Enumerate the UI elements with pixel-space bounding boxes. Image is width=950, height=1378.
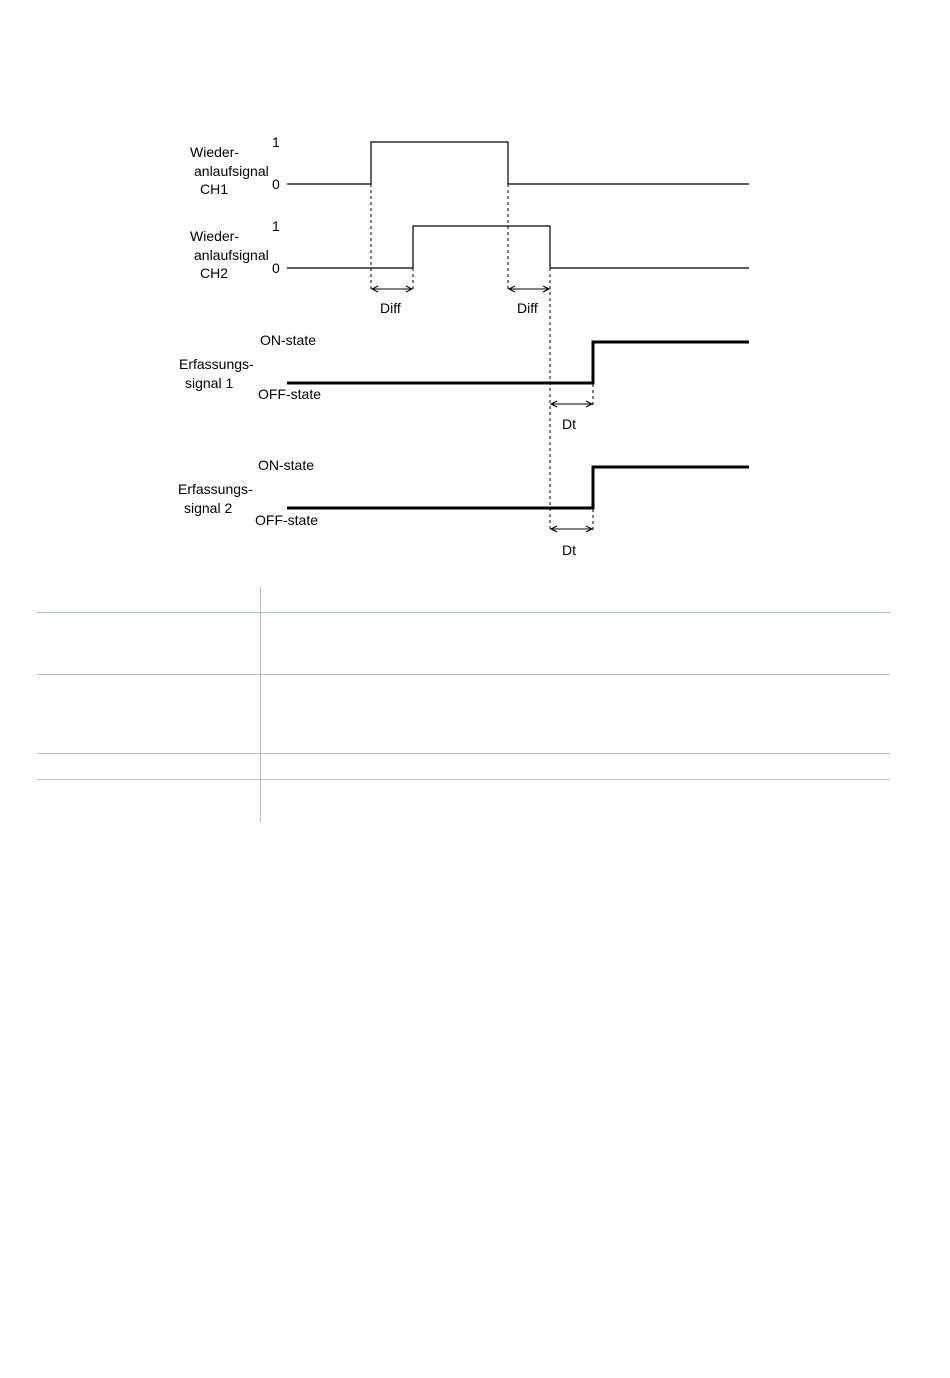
signal-ch1-waveform (287, 142, 749, 184)
dt-label-1: Dt (562, 416, 576, 432)
signal-ch1 (190, 134, 749, 197)
signal-ch1-high-label: 1 (272, 134, 280, 150)
table-row-rule-2 (37, 753, 890, 754)
diff-interval-1 (372, 286, 412, 316)
signal-ch2-high-label: 1 (272, 218, 280, 234)
table-column-divider (260, 587, 261, 822)
signal-detect-1 (179, 332, 749, 402)
dt-label-2: Dt (562, 542, 576, 558)
signal-detect-1-waveform (287, 342, 749, 383)
dt-interval-1 (551, 401, 592, 432)
signal-detect-1-label-line-1: Erfassungs- (179, 356, 254, 372)
signal-ch2-waveform (287, 226, 749, 268)
reference-lines (371, 184, 593, 532)
signal-detect-2-label-line-1: Erfassungs- (178, 481, 253, 497)
signal-detect-1-high-label: ON-state (260, 332, 317, 348)
signal-detect-1-label-line-2: signal 1 (185, 375, 234, 391)
signal-ch1-label-line-2: anlaufsignal (194, 163, 269, 179)
signal-detect-2-high-label: ON-state (258, 457, 315, 473)
signal-ch2-label-line-1: Wieder- (190, 228, 240, 244)
table-row-rule-3 (37, 779, 890, 780)
table-row-rule-1 (37, 674, 890, 675)
signal-ch1-label-line-1: Wieder- (190, 144, 240, 160)
signal-ch1-label-line-3: CH1 (200, 181, 229, 197)
table-header-rule (37, 612, 890, 613)
timing-diagram (0, 0, 950, 580)
signal-ch2-label-line-3: CH2 (200, 265, 229, 281)
signal-detect-2-low-label: OFF-state (255, 512, 319, 528)
signal-detect-2-waveform (287, 467, 749, 508)
dt-interval-2 (551, 526, 592, 558)
signal-detect-2 (178, 457, 749, 528)
signal-detect-2-label-line-2: signal 2 (184, 500, 233, 516)
signal-detect-1-low-label: OFF-state (258, 386, 322, 402)
diff-label-2: Diff (517, 300, 538, 316)
signal-ch2 (190, 218, 749, 281)
signal-ch2-label-line-2: anlaufsignal (194, 247, 269, 263)
signal-ch2-low-label: 0 (272, 260, 280, 276)
diff-label-1: Diff (380, 300, 401, 316)
signal-ch1-low-label: 0 (272, 176, 280, 192)
diff-interval-2 (509, 286, 549, 316)
